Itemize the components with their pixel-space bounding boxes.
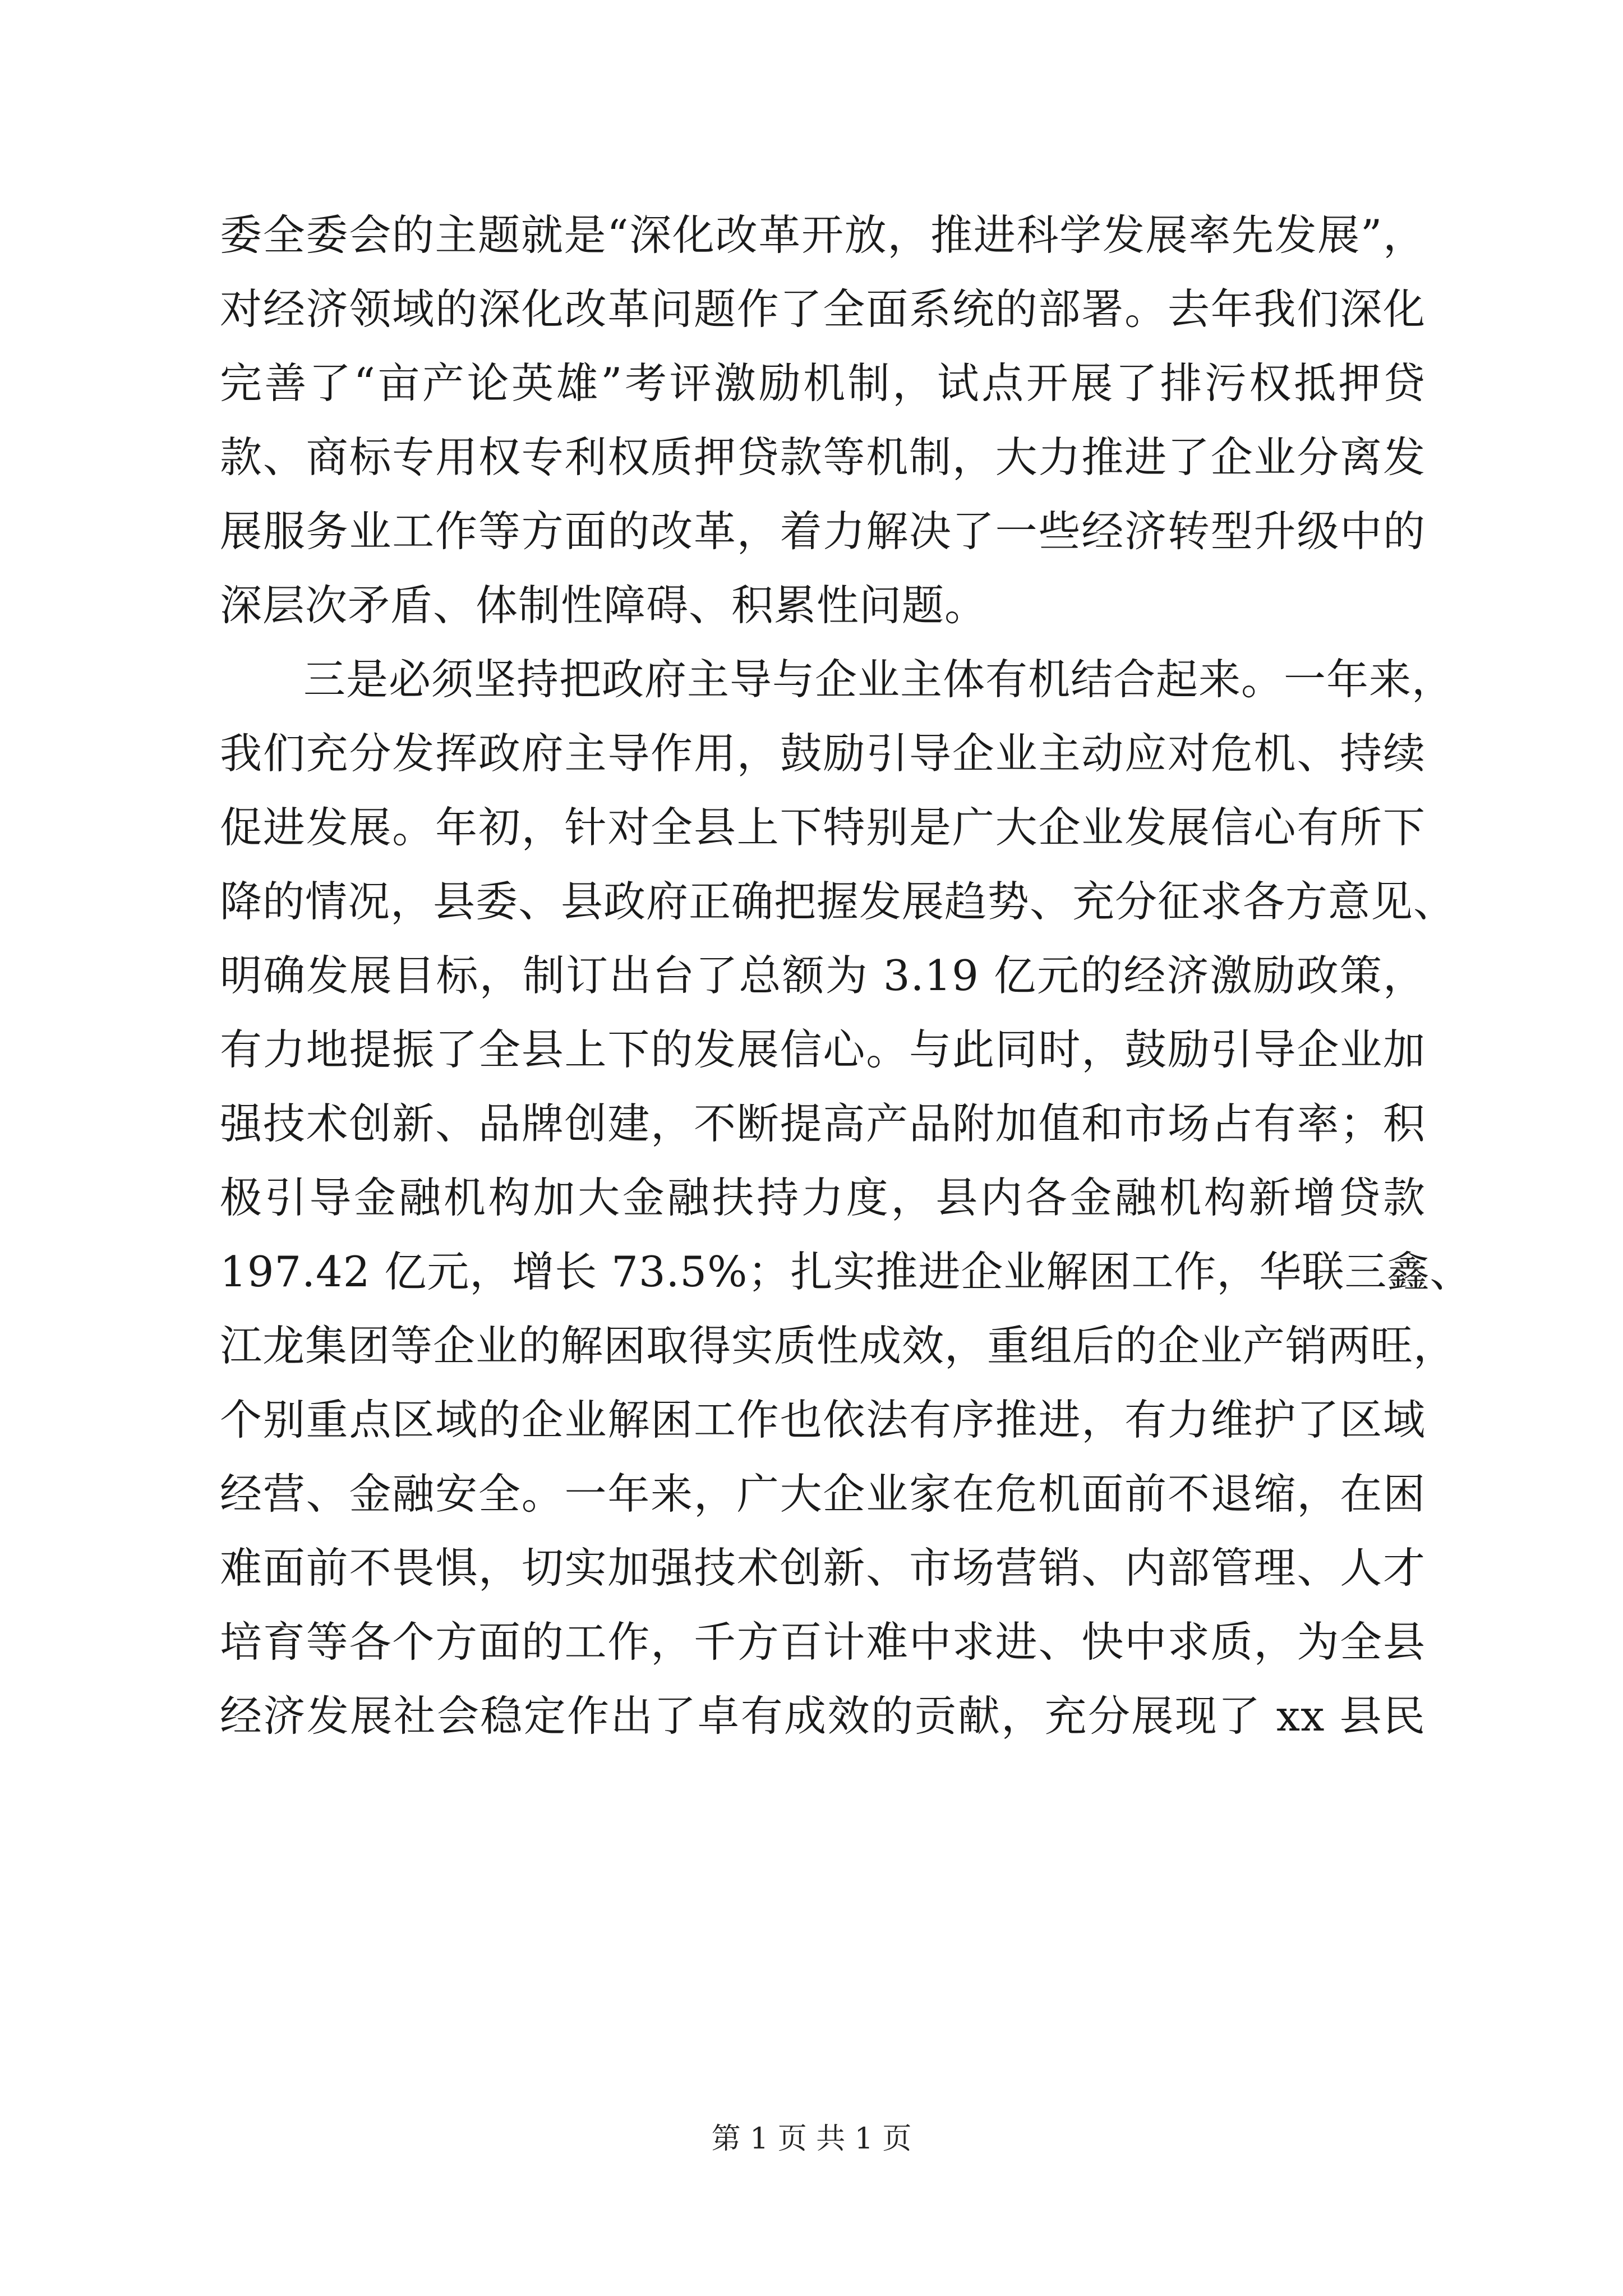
text-line-19: 难面前不畏惧，切实加强技术创新、市场营销、内部管理、人才 [220,1543,1426,1593]
text-line-3: 完善了“亩产论英雄”考评激励机制，试点开展了排污权抵押贷 [220,358,1426,408]
text-line-21: 经济发展社会稳定作出了卓有成效的贡献，充分展现了 xx 县民 [220,1691,1426,1741]
text-line-17: 个别重点区域的企业解困工作也依法有序推进，有力维护了区域 [220,1395,1426,1444]
page-footer: 第 1 页 共 1 页 [711,2122,912,2156]
text-line-4: 款、商标专用权专利权质押贷款等机制，大力推进了企业分离发 [220,432,1426,482]
text-line-18: 经营、金融安全。一年来，广大企业家在危机面前不退缩，在困 [220,1469,1426,1519]
text-line-20: 培育等各个方面的工作，千方百计难中求进、快中求质，为全县 [220,1617,1426,1667]
text-line-13: 强技术创新、品牌创建，不断提高产品附加值和市场占有率；积 [220,1099,1426,1148]
text-line-11: 明确发展目标，制订出台了总额为 3.19 亿元的经济激励政策， [220,951,1426,1000]
text-line-14: 极引导金融机构加大金融扶持力度，县内各金融机构新增贷款 [220,1173,1426,1222]
text-line-5: 展服务业工作等方面的改革，着力解决了一些经济转型升级中的 [220,507,1426,556]
text-line-1: 委全委会的主题就是“深化改革开放，推进科学发展率先发展”， [220,210,1426,260]
text-line-10: 降的情况，县委、县政府正确把握发展趋势、充分征求各方意见、 [220,877,1456,926]
text-line-6: 深层次矛盾、体制性障碍、积累性问题。 [220,581,988,630]
text-line-12: 有力地提振了全县上下的发展信心。与此同时，鼓励引导企业加 [220,1025,1426,1074]
text-line-16: 江龙集团等企业的解困取得实质性成效，重组后的企业产销两旺， [220,1321,1456,1370]
text-line-7: 三是必须坚持把政府主导与企业主体有机结合起来。一年来， [303,655,1455,704]
text-line-9: 促进发展。年初，针对全县上下特别是广大企业发展信心有所下 [220,803,1426,852]
text-line-15: 197.42 亿元，增长 73.5%；扎实推进企业解困工作，华联三鑫、 [220,1247,1473,1296]
text-line-8: 我们充分发挥政府主导作用，鼓励引导企业主动应对危机、持续 [220,729,1426,778]
text-line-2: 对经济领域的深化改革问题作了全面系统的部署。去年我们深化 [220,284,1426,334]
